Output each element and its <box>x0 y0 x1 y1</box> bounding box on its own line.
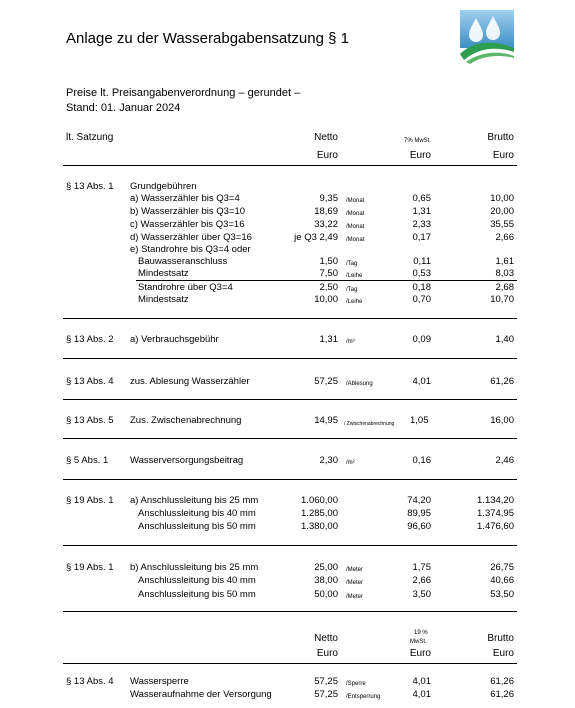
col-header-brutto-2: Brutto <box>487 633 514 644</box>
row-mwst: 1,75 <box>412 562 431 573</box>
page-title: Anlage zu der Wasserabgabensatzung § 1 <box>66 30 349 47</box>
section-ref: § 13 Abs. 5 <box>66 415 114 426</box>
row-mwst: 89,95 <box>407 508 431 519</box>
row-unit: /m³ <box>346 339 355 345</box>
row-label: a) Anschlussleitung bis 25 mm <box>130 495 259 506</box>
row-mwst: 0,09 <box>412 334 431 345</box>
row-brutto: 61,26 <box>490 376 514 387</box>
row-brutto: 1.374,95 <box>477 508 514 519</box>
row-label: Zus. Zwischenabrechnung <box>130 415 242 426</box>
row-label: a) Verbrauchsgebühr <box>130 334 219 345</box>
row-mwst: 4,01 <box>412 376 431 387</box>
row-mwst: 0,65 <box>412 193 431 204</box>
col-header-brutto-unit-2: Euro <box>492 648 514 659</box>
section-ref: § 5 Abs. 1 <box>66 455 109 466</box>
row-netto: 7,50 <box>319 268 338 279</box>
row-unit: /Entsperrung <box>346 694 381 700</box>
divider <box>63 318 517 319</box>
row-mwst: 96,60 <box>407 521 431 532</box>
row-mwst: 2,66 <box>412 575 431 586</box>
row-unit: /Meter <box>346 567 364 573</box>
row-label: Wasseraufnahme der Versorgung <box>130 689 272 700</box>
row-netto: 1.285,00 <box>301 508 338 519</box>
row-label: Anschlussleitung bis 40 mm <box>138 508 256 519</box>
row-brutto: 1,61 <box>495 256 514 267</box>
row-netto: 2,50 <box>319 282 338 293</box>
row-label: e) Standrohre bis Q3=4 oder <box>130 244 251 255</box>
row-unit: /Monat <box>346 237 365 243</box>
row-netto: 1,31 <box>319 334 338 345</box>
row-netto: je Q3 2,49 <box>294 232 338 243</box>
row-label: zus. Ablesung Wasserzähler <box>130 376 250 387</box>
divider <box>63 165 517 166</box>
col-header-mwst-2: 19 % <box>414 630 428 636</box>
row-netto: 57,25 <box>314 676 338 687</box>
row-label: Anschlussleitung bis 50 mm <box>138 589 256 600</box>
row-brutto: 40,66 <box>490 575 514 586</box>
section-ref: § 13 Abs. 4 <box>66 376 114 387</box>
row-brutto: 20,00 <box>490 206 514 217</box>
section-ref: § 19 Abs. 1 <box>66 562 114 573</box>
col-header-mwst-unit-2: Euro <box>409 648 431 659</box>
col-header-netto-unit-2: Euro <box>316 648 338 659</box>
row-netto: 1.380,00 <box>301 521 338 532</box>
row-unit: /Meter <box>346 580 364 586</box>
row-brutto: 2,68 <box>495 282 514 293</box>
row-unit: /Leihe <box>346 273 363 279</box>
row-unit: /Meter <box>346 594 364 600</box>
row-brutto: 61,26 <box>490 676 514 687</box>
row-mwst: 3,50 <box>412 589 431 600</box>
row-mwst: 0,53 <box>412 268 431 279</box>
col-header-mwst-unit: Euro <box>409 150 431 161</box>
divider <box>63 358 517 359</box>
col-header-brutto-unit: Euro <box>492 150 514 161</box>
col-header-mwst: 7% MwSt. <box>403 138 431 144</box>
col-header-netto-unit: Euro <box>316 150 338 161</box>
row-mwst: 0,16 <box>412 455 431 466</box>
subtitle-price-basis: Preise lt. Preisangabenverordnung – gerundet – <box>66 87 301 99</box>
row-mwst: 1,05 <box>410 415 429 426</box>
col-header-netto-2: Netto <box>314 633 338 644</box>
col-header-mwst-2b: MwSt. <box>410 639 427 645</box>
row-netto: 1.060,00 <box>301 495 338 506</box>
row-label: Bauwasseranschluss <box>138 256 228 267</box>
row-unit: /Sperre <box>346 681 366 687</box>
row-unit: / Zwischenabrechnung <box>344 421 395 427</box>
divider <box>63 479 517 480</box>
section-title: Grundgebühren <box>130 181 197 192</box>
row-netto: 2,30 <box>319 455 338 466</box>
row-mwst: 2,33 <box>412 219 431 230</box>
divider <box>63 663 517 664</box>
row-label: Anschlussleitung bis 50 mm <box>138 521 256 532</box>
section-ref: § 13 Abs. 1 <box>66 181 114 192</box>
row-mwst: 4,01 <box>412 689 431 700</box>
section-ref: § 13 Abs. 2 <box>66 334 114 345</box>
row-brutto: 8,03 <box>495 268 514 279</box>
row-brutto: 1.134,20 <box>477 495 514 506</box>
section-ref: § 13 Abs. 4 <box>66 676 114 687</box>
row-label: a) Wasserzähler bis Q3=4 <box>130 193 240 204</box>
row-unit: /Leihe <box>346 299 363 305</box>
row-label: Anschlussleitung bis 40 mm <box>138 575 256 586</box>
row-mwst: 0,17 <box>412 232 431 243</box>
row-unit: /Monat <box>346 211 365 217</box>
row-label: d) Wasserzähler über Q3=16 <box>130 232 252 243</box>
divider <box>63 399 517 400</box>
row-netto: 10,00 <box>314 294 338 305</box>
row-netto: 18,69 <box>314 206 338 217</box>
row-unit: /Ablesung <box>346 381 373 387</box>
row-mwst: 0,70 <box>412 294 431 305</box>
row-unit: /Tag <box>346 287 358 293</box>
row-mwst: 74,20 <box>407 495 431 506</box>
row-unit: /Monat <box>346 198 365 204</box>
row-mwst: 1,31 <box>412 206 431 217</box>
row-brutto: 1.476,60 <box>477 521 514 532</box>
row-netto: 38,00 <box>314 575 338 586</box>
section-ref: § 19 Abs. 1 <box>66 495 114 506</box>
row-netto: 33,22 <box>314 219 338 230</box>
row-brutto: 61,26 <box>490 689 514 700</box>
row-netto: 57,25 <box>314 689 338 700</box>
row-label: b) Wasserzähler bis Q3=10 <box>130 206 246 217</box>
divider <box>63 438 517 439</box>
row-brutto: 35,55 <box>490 219 514 230</box>
row-netto: 9,35 <box>319 193 338 204</box>
row-label: Mindestsatz <box>138 268 189 279</box>
row-unit: /m² <box>346 460 355 466</box>
row-unit: /Monat <box>346 224 365 230</box>
row-brutto: 26,75 <box>490 562 514 573</box>
row-label: Standrohre über Q3=4 <box>138 282 233 293</box>
subtitle-date: Stand: 01. Januar 2024 <box>66 102 181 114</box>
row-mwst: 4,01 <box>412 676 431 687</box>
col-header-satzung: lt. Satzung <box>66 132 114 143</box>
row-brutto: 2,66 <box>495 232 514 243</box>
row-label: Wasserversorgungsbeitrag <box>130 455 244 466</box>
water-drops-logo-icon <box>460 10 514 64</box>
row-label: Wassersperre <box>130 676 189 687</box>
row-unit: /Tag <box>346 261 358 267</box>
row-netto: 57,25 <box>314 376 338 387</box>
col-header-brutto: Brutto <box>487 132 514 143</box>
row-netto: 14,95 <box>314 415 338 426</box>
row-brutto: 2,46 <box>495 455 514 466</box>
divider <box>63 611 517 612</box>
row-netto: 25,00 <box>314 562 338 573</box>
row-brutto: 53,50 <box>490 589 514 600</box>
row-label: b) Anschlussleitung bis 25 mm <box>130 562 259 573</box>
row-label: c) Wasserzähler bis Q3=16 <box>130 219 245 230</box>
divider <box>63 545 517 546</box>
row-brutto: 10,00 <box>490 193 514 204</box>
row-brutto: 16,00 <box>490 415 514 426</box>
row-label: Mindestsatz <box>138 294 189 305</box>
sub-divider <box>136 280 517 281</box>
row-netto: 1,50 <box>319 256 338 267</box>
row-mwst: 0,18 <box>412 282 431 293</box>
row-brutto: 1,40 <box>495 334 514 345</box>
col-header-netto: Netto <box>314 132 338 143</box>
row-netto: 50,00 <box>314 589 338 600</box>
row-mwst: 0,11 <box>413 256 431 267</box>
row-brutto: 10,70 <box>490 294 514 305</box>
